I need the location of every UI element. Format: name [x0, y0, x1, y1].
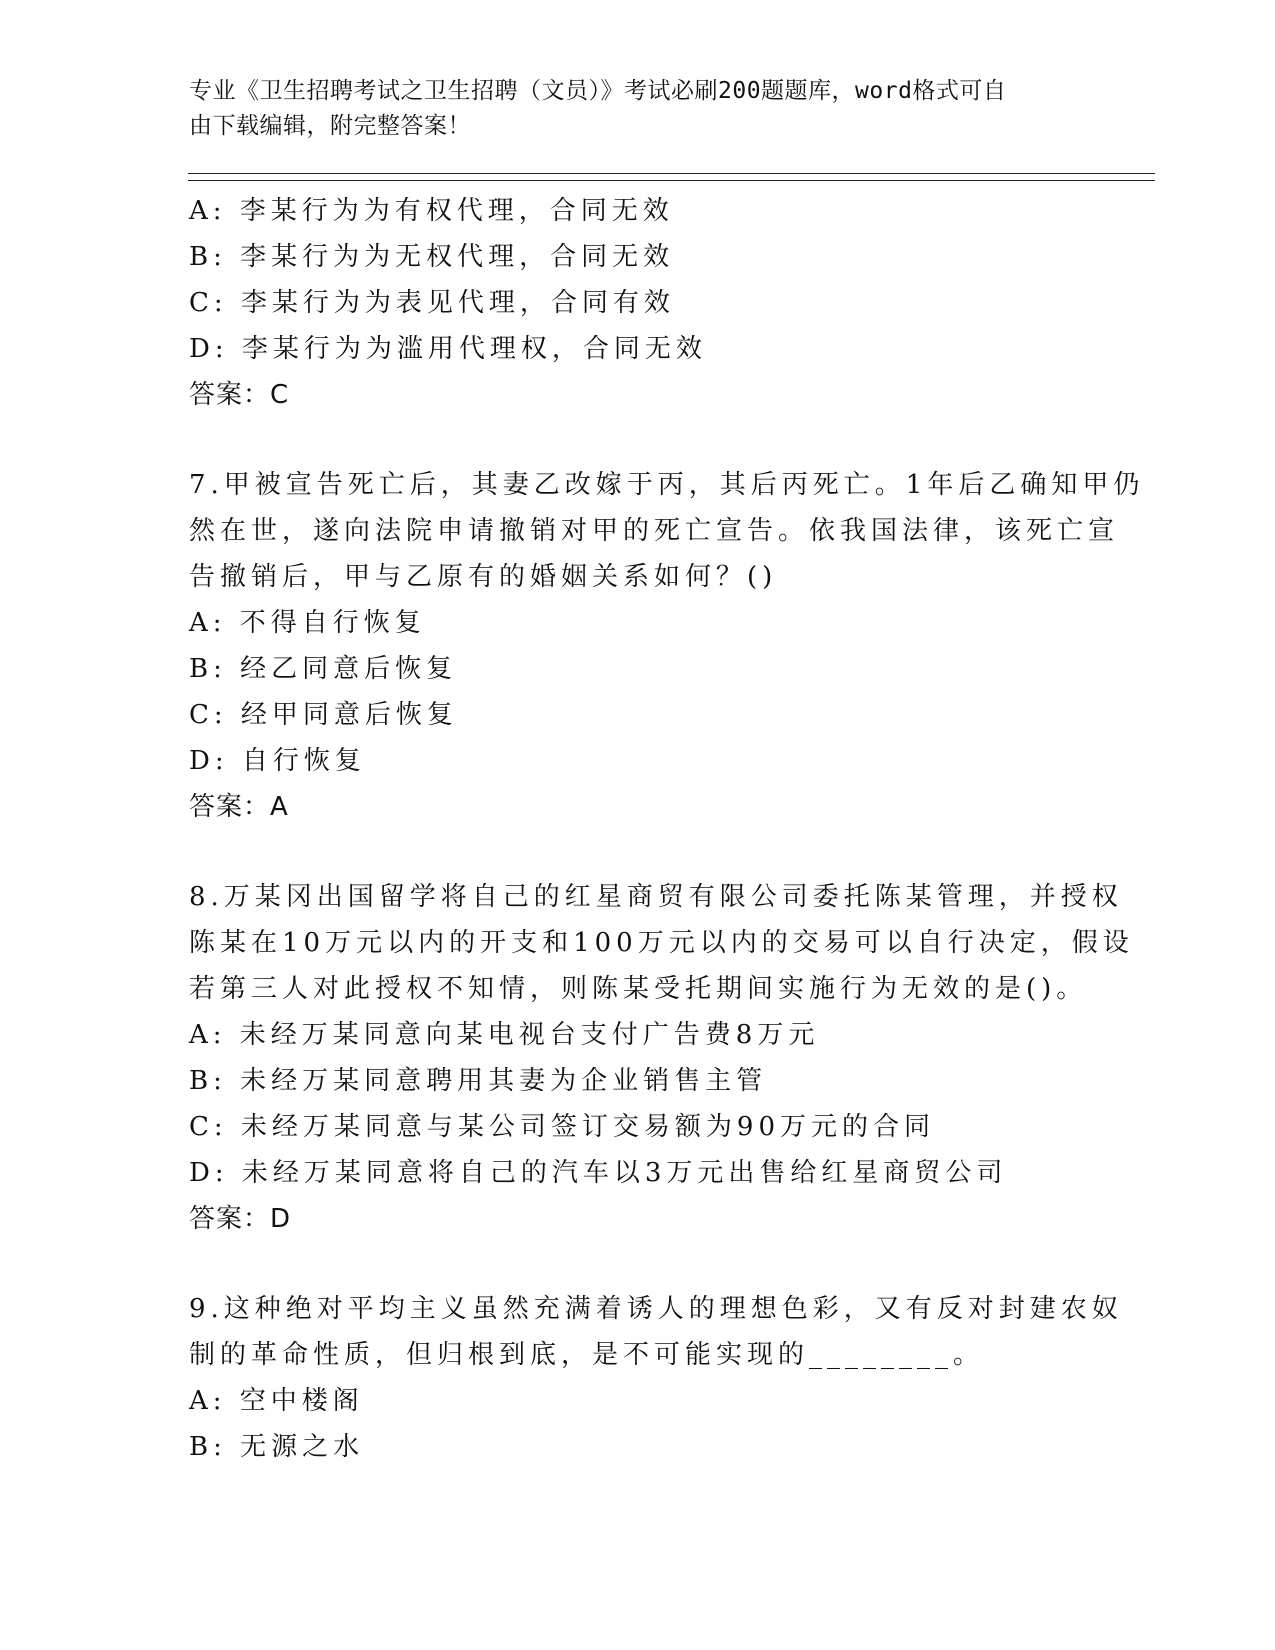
header-divider-bottom — [188, 180, 1155, 181]
spacer — [189, 1242, 1089, 1286]
spacer — [189, 418, 1089, 462]
answer-label: 答案：D — [189, 1204, 292, 1234]
question-text-line: 若第三人对此授权不知情，则陈某受托期间实施行为无效的是()。 — [189, 974, 1088, 1004]
header-line-1: 专业《卫生招聘考试之卫生招聘（文员）》考试必刷200题题库，word格式可自 — [189, 78, 1007, 104]
question-text-line: 7.甲被宣告死亡后，其妻乙改嫁于丙，其后丙死亡。1年后乙确知甲仍 — [189, 470, 1145, 500]
option-b: B: 经乙同意后恢复 — [189, 654, 458, 684]
header-line-2: 由下载编辑，附完整答案！ — [189, 113, 471, 139]
question-text-line: 然在世，遂向法院申请撤销对甲的死亡宣告。依我国法律，该死亡宣 — [189, 516, 1120, 546]
option-a: A: 不得自行恢复 — [189, 608, 426, 638]
header-divider-top — [188, 173, 1155, 174]
question-text-line: 告撤销后，甲与乙原有的婚姻关系如何？() — [189, 562, 778, 592]
question-9 — [189, 1286, 1123, 1470]
option-a: A: 李某行为为有权代理，合同无效 — [189, 196, 674, 226]
question-text-line: 8.万某冈出国留学将自己的红星商贸有限公司委托陈某管理，并授权 — [189, 882, 1123, 912]
option-b: B: 李某行为为无权代理，合同无效 — [189, 242, 675, 272]
option-d: D: 自行恢复 — [189, 746, 366, 776]
option-b: B: 无源之水 — [189, 1432, 365, 1462]
question-6-continued — [189, 188, 1089, 418]
option-c: C: 李某行为为表见代理，合同有效 — [189, 288, 675, 318]
option-c: C: 未经万某同意与某公司签订交易额为90万元的合同 — [189, 1112, 936, 1142]
option-d: D: 未经万某同意将自己的汽车以3万元出售给红星商贸公司 — [189, 1158, 1008, 1188]
spacer — [189, 830, 1089, 874]
question-7 — [189, 462, 1145, 830]
option-c: C: 经甲同意后恢复 — [189, 700, 458, 730]
question-text-line: 9.这种绝对平均主义虽然充满着诱人的理想色彩，又有反对封建农奴 — [189, 1294, 1123, 1324]
option-a: A: 未经万某同意向某电视台支付广告费8万元 — [189, 1020, 820, 1050]
answer-label: 答案：A — [189, 792, 289, 822]
question-text-line: 制的革命性质，但归根到底，是不可能实现的________。 — [189, 1340, 985, 1370]
question-text-line: 陈某在10万元以内的开支和100万元以内的交易可以自行决定，假设 — [189, 928, 1134, 958]
question-content — [189, 188, 1145, 1470]
option-b: B: 未经万某同意聘用其妻为企业销售主管 — [189, 1066, 768, 1096]
question-8 — [189, 874, 1134, 1242]
document-header — [189, 74, 1069, 144]
answer-label: 答案：C — [189, 380, 290, 410]
option-d: D: 李某行为为滥用代理权，合同无效 — [189, 334, 707, 364]
option-a: A: 空中楼阁 — [189, 1386, 364, 1416]
